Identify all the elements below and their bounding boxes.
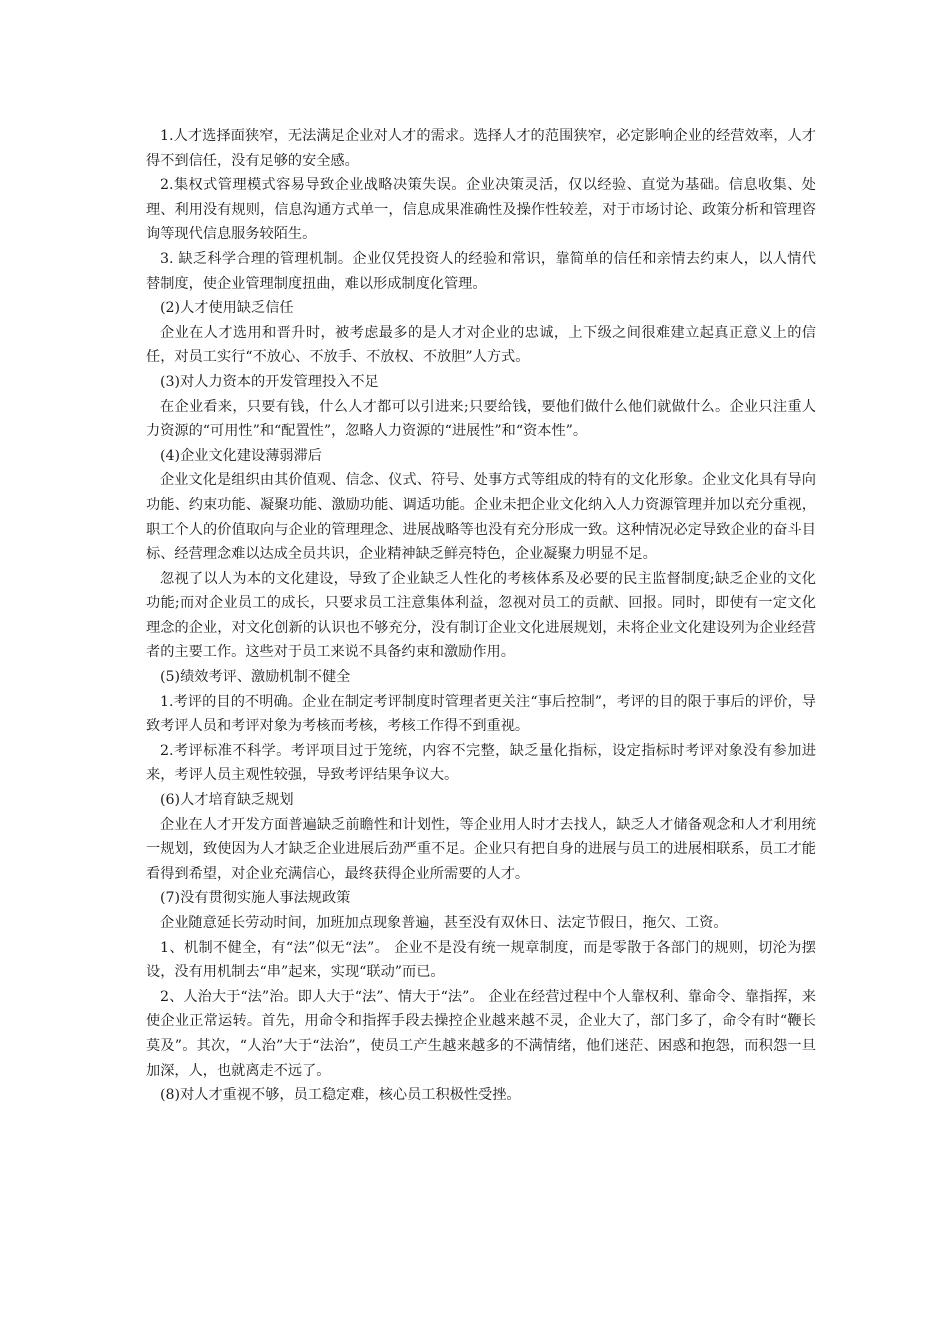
body-paragraph: 2、人治大于“法”治。即人大于“法”、情大于“法”。 企业在经营过程中个人靠权利、靠命令、靠指挥，来使企业正常运转。首先，用命令和指挥手段去操控企业越来越不灵，企业大了，部门多了，命令有时“鞭长莫及”。其次，“人治”大于“法治”，使员工产生越来越多的不满情绪，他们迷茫、困惑和抱怨，而积怨一旦加深，人，也就离走不远了。 [146,988,816,1079]
section-heading: (5)绩效考评、激励机制不健全 [160,669,351,686]
section-heading: (8)对人才重视不够，员工稳定难，核心员工积极性受挫。 [160,1087,521,1104]
body-paragraph: 1.考评的目的不明确。企业在制定考评制度时管理者更关注“事后控制”，考评的目的限于事后的评价，导致考评人员和考评对象为考核而考核，考核工作得不到重视。 [146,693,816,735]
body-paragraph: 1.人才选择面狭窄，无法满足企业对人才的需求。选择人才的范围狭窄，必定影响企业的经营效率，人才得不到信任，没有足够的安全感。 [146,128,816,169]
body-paragraph: 企业文化是组织由其价值观、信念、仪式、符号、处事方式等组成的特有的文化形象。企业文化具有导向功能、约束功能、凝聚功能、激励功能、调适功能。企业未把企业文化纳入人力资源管理并加以充分重视，职工个人的价值取向与企业的管理理念、进展战略等也没有充分形成一致。这种情况必定导致企业的奋斗目标、经营理念难以达成全员共识，企业精神缺乏鲜亮特色，企业凝聚力明显不足。 [146,472,816,563]
section-heading: (3)对人力资本的开发管理投入不足 [160,373,379,390]
body-paragraph: 2.考评标准不科学。考评项目过于笼统，内容不完整，缺乏量化指标，设定指标时考评对象没有参加进来，考评人员主观性较强，导致考评结果争议大。 [146,742,816,784]
body-paragraph: 企业随意延长劳动时间，加班加点现象普遍，甚至没有双休日、法定节假日，拖欠、工资。 [160,915,728,931]
document-body [146,124,816,1108]
section-heading: (7)没有贯彻实施人事法规政策 [160,890,351,907]
body-paragraph: 企业在人才选用和晋升时，被考虑最多的是人才对企业的忠诚，上下级之间很难建立起真正意义上的信任，对员工实行“不放心、不放手、不放权、不放胆”人方式。 [146,324,816,366]
body-paragraph: 3. 缺乏科学合理的管理机制。企业仅凭投资人的经验和常识，靠简单的信任和亲情去约束人，以人情代替制度，使企业管理制度扭曲，难以形成制度化管理。 [146,250,816,292]
body-paragraph: 1、机制不健全，有“法”似无“法”。 企业不是没有统一规章制度，而是零散于各部门的规则，切沦为摆设，没有用机制去“串”起来，实现“联动”而已。 [146,939,816,981]
body-paragraph: 企业在人才开发方面普遍缺乏前瞻性和计划性，等企业用人时才去找人，缺乏人才储备观念和人才利用统一规划，致使因为人才缺乏企业进展后劲严重不足。企业只有把自身的进展与员工的进展相联系，员工才能看得到希望，对企业充满信心，最终获得企业所需要的人才。 [146,816,816,882]
body-paragraph: 在企业看来，只要有钱，什么人才都可以引进来;只要给钱，要他们做什么他们就做什么。企业只注重人力资源的“可用性”和“配置性”，忽略人力资源的“进展性”和“资本性”。 [146,398,816,440]
section-heading: (4)企业文化建设薄弱滞后 [160,447,322,464]
section-heading: (2)人才使用缺乏信任 [160,300,294,317]
body-paragraph: 忽视了以人为本的文化建设，导致了企业缺乏人性化的考核体系及必要的民主监督制度;缺乏企业的文化功能;而对企业员工的成长，只要求员工注意集体利益，忽视对员工的贡献、回报。同时，即使有一定文化理念的企业，对文化创新的认识也不够充分，没有制订企业文化进展规划，未将企业文化建设列为企业经营者的主要工作。这些对于员工来说不具备约束和激励作用。 [146,570,816,661]
body-paragraph: 2.集权式管理模式容易导致企业战略决策失误。企业决策灵活，仅以经验、直觉为基础。信息收集、处理、利用没有规则，信息沟通方式单一，信息成果准确性及操作性较差，对于市场讨论、政策分析和管理咨询等现代信息服务较陌生。 [146,177,816,243]
section-heading: (6)人才培育缺乏规划 [160,792,294,809]
